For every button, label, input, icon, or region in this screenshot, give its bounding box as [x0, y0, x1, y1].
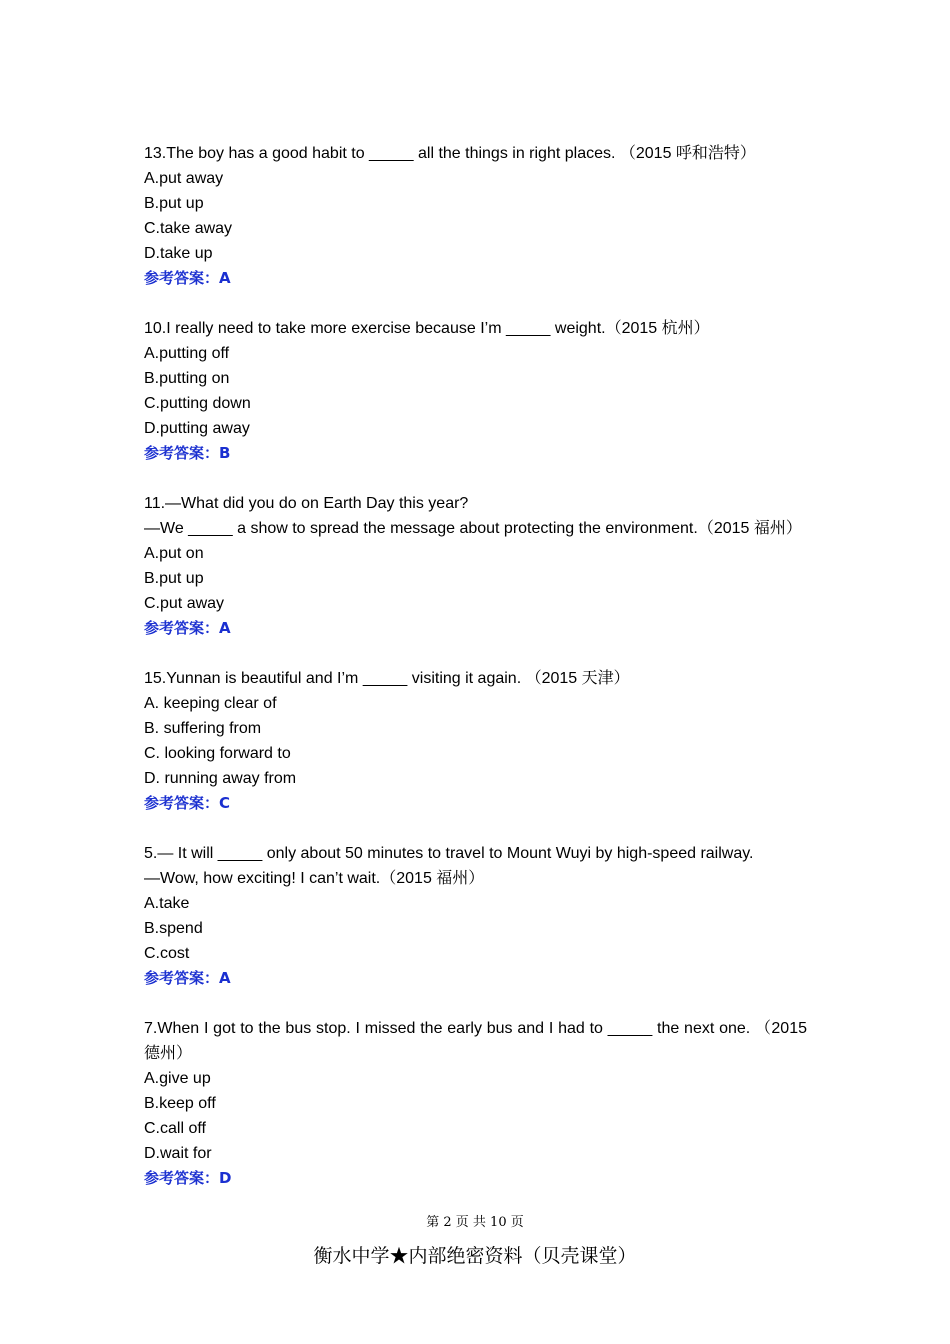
option-b: B.putting on [144, 370, 230, 387]
option-a: A.putting off [144, 345, 230, 362]
answer-label: 参考答案：A [144, 969, 231, 987]
question-dialogue: —We _____ a show to spread the message about protecting the environment.（2015 福州） [144, 520, 802, 537]
option-c: C.cost [144, 945, 190, 962]
answer-label: 参考答案：A [144, 619, 231, 637]
option-a: A.put away [144, 170, 224, 187]
answer-label: 参考答案：B [144, 444, 231, 462]
question-stem: 15.Yunnan is beautiful and I’m _____ visiting it again. （2015 天津） [144, 670, 630, 687]
option-a: A.put on [144, 545, 204, 562]
answer-label: 参考答案：D [144, 1169, 232, 1187]
option-b: B.spend [144, 920, 203, 937]
option-b: B.put up [144, 570, 204, 587]
question-stem: 10.I really need to take more exercise because I’m _____ weight.（2015 杭州） [144, 320, 710, 337]
option-d: D.wait for [144, 1145, 212, 1162]
option-c: C.take away [144, 220, 233, 237]
option-c: C.putting down [144, 395, 251, 412]
option-d: D. running away from [144, 770, 297, 787]
question-13 [144, 141, 807, 291]
option-a: A. keeping clear of [144, 695, 277, 712]
question-stem: 5.— It will _____ only about 50 minutes to travel to Mount Wuyi by high-speed railway. [144, 845, 754, 862]
question-stem: 7.When I got to the bus stop. I missed the early bus and I had to _____ the next one. （2015 德州） [144, 1020, 807, 1062]
option-c: C.put away [144, 595, 225, 612]
question-5 [144, 841, 807, 991]
option-c: C. looking forward to [144, 745, 291, 762]
option-b: B.keep off [144, 1095, 216, 1112]
option-d: D.take up [144, 245, 213, 262]
document-body [144, 141, 807, 1216]
option-d: D.putting away [144, 420, 250, 437]
question-15 [144, 666, 807, 816]
option-a: A.give up [144, 1070, 211, 1087]
option-b: B.put up [144, 195, 204, 212]
question-7 [144, 1016, 807, 1191]
answer-label: 参考答案：C [144, 794, 231, 812]
question-stem: 11.—What did you do on Earth Day this year? [144, 495, 469, 512]
option-c: C.call off [144, 1120, 206, 1137]
question-dialogue: —Wow, how exciting! I can’t wait.（2015 福州） [144, 870, 485, 887]
question-10 [144, 316, 807, 466]
page-number: 第 2 页 共 10 页 [426, 1215, 524, 1230]
option-a: A.take [144, 895, 190, 912]
option-b: B. suffering from [144, 720, 262, 737]
answer-label: 参考答案：A [144, 269, 231, 287]
question-11 [144, 491, 807, 641]
question-stem: 13.The boy has a good habit to _____ all the things in right places. （2015 呼和浩特） [144, 145, 756, 162]
footer-note: 衡水中学★内部绝密资料（贝壳课堂） [313, 1245, 637, 1267]
